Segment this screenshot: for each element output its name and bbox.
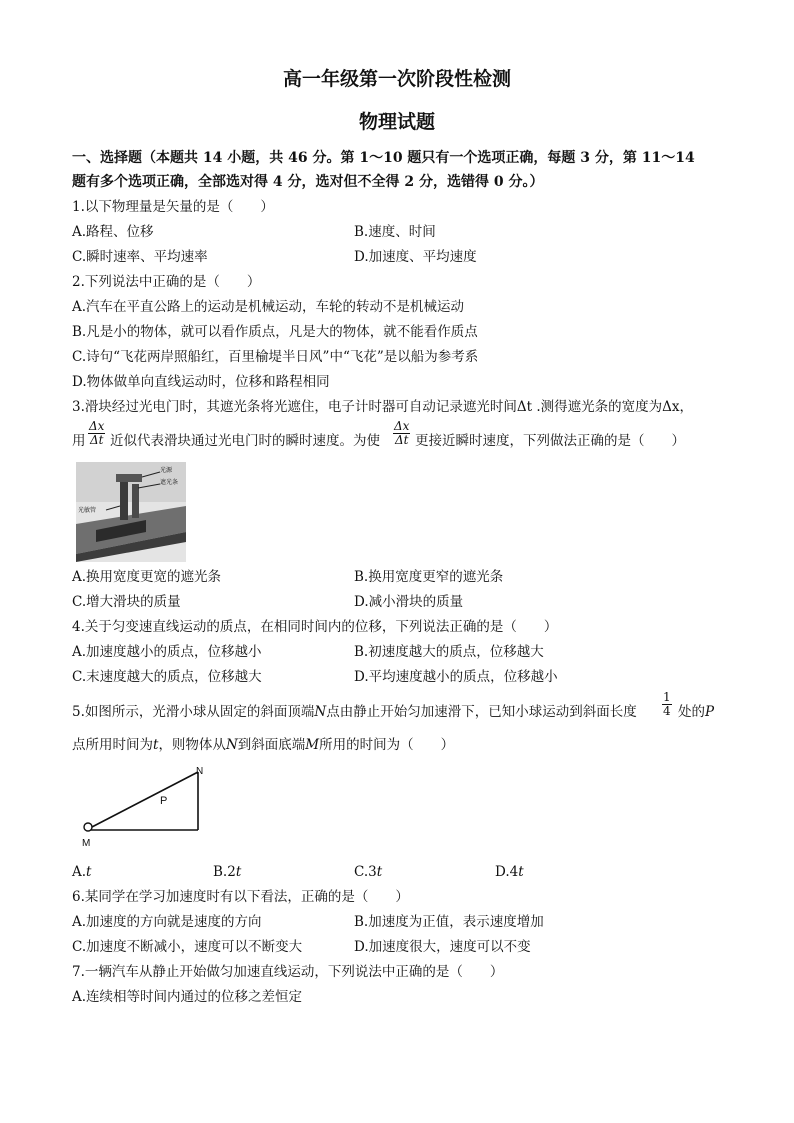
- q2-stem: 2.下列说法中正确的是（ ）: [72, 274, 261, 290]
- fraction-denominator: Δt: [89, 433, 104, 447]
- q2-option-a: A.汽车在平直公路上的运动是机械运动，车轮的转动不是机械运动: [72, 299, 465, 315]
- q5-var-n: N: [314, 704, 327, 720]
- q4-option-b: B.初速度越大的质点，位移越大: [354, 644, 544, 660]
- q6-stem: 6.某同学在学习加速度时有以下看法，正确的是（ ）: [72, 889, 409, 905]
- q5-text: 处的: [678, 704, 705, 720]
- q1-option-c: C.瞬时速率、平均速率: [72, 249, 208, 265]
- exam-subtitle: 物理试题: [358, 111, 435, 133]
- q5-text: 所用的时间为（ ）: [319, 737, 455, 753]
- q1-stem: 1.以下物理量是矢量的是（ ）: [72, 199, 274, 215]
- point-label-m: M: [82, 838, 91, 849]
- option-label: D.4: [495, 864, 519, 880]
- photo-label-light-source: 光源: [160, 468, 173, 474]
- q7-option-a: A.连续相等时间内通过的位移之差恒定: [72, 989, 303, 1005]
- q1-option-a: A.路程、位移: [72, 224, 154, 240]
- q3-stem-line2-mid: 近似代表滑块通过光电门时的瞬时速度。为使: [110, 433, 380, 449]
- q5-var-m: M: [305, 737, 320, 753]
- q2-option-c: C.诗句“飞花两岸照船红，百里榆堤半日风”中“飞花”是以船为参考系: [72, 349, 479, 365]
- q5-option-a: [72, 863, 91, 881]
- q5-var-n: N: [225, 737, 238, 753]
- option-var: t: [86, 864, 92, 880]
- q7-stem: 7.一辆汽车从静止开始做匀加速直线运动，下列说法中正确的是（ ）: [72, 964, 504, 980]
- photogate-photo: [76, 462, 186, 562]
- q5-option-c: [354, 863, 382, 881]
- fraction-numerator: 1: [663, 690, 671, 704]
- q3-fraction-2: [393, 420, 410, 447]
- q5-text: ，则物体从: [158, 737, 226, 753]
- q5-stem-line2: [72, 736, 454, 754]
- q6-option-c: C.加速度不断减小，速度可以不断变大: [72, 939, 303, 955]
- q1-option-d: D.加速度、平均速度: [354, 249, 477, 265]
- q5-text: 点所用时间为: [72, 737, 153, 753]
- q5-var-p: P: [705, 704, 715, 720]
- incline-slope: [90, 772, 198, 828]
- option-label: B.2: [213, 864, 236, 880]
- q5-text: 点由静止开始匀加速滑下，已知小球运动到斜面长度: [326, 704, 637, 720]
- ball-icon: [84, 823, 92, 831]
- q4-option-d: D.平均速度越小的质点，位移越小: [354, 669, 558, 685]
- q5-option-d: [495, 863, 524, 881]
- photo-label-shutter: 遮光条: [160, 480, 179, 486]
- q5-text: 到斜面底端: [237, 737, 306, 753]
- q3-stem-line2-end: 更接近瞬时速度，下列做法正确的是（ ）: [415, 433, 685, 449]
- q2-option-d: D.物体做单向直线运动时，位移和路程相同: [72, 374, 330, 390]
- q1-option-b: B.速度、时间: [354, 224, 436, 240]
- exam-title: 高一年级第一次阶段性检测: [282, 68, 511, 90]
- q3-option-b: B.换用宽度更窄的遮光条: [354, 569, 504, 585]
- q5-text: 5.如图所示，光滑小球从固定的斜面顶端: [72, 704, 315, 720]
- q3-stem-line1: 3.滑块经过光电门时，其遮光条将光遮住，电子计时器可自动记录遮光时间Δt .测得遮光条的宽度为Δx，: [72, 399, 693, 415]
- photo-label-sensor: 光敏管: [78, 508, 97, 514]
- q3-option-d: D.减小滑块的质量: [354, 594, 464, 610]
- q3-option-a: A.换用宽度更宽的遮光条: [72, 569, 222, 585]
- point-label-p: P: [160, 795, 168, 807]
- q3-option-c: C.增大滑块的质量: [72, 594, 181, 610]
- incline-diagram: [76, 762, 216, 852]
- fraction-numerator: Δx: [89, 419, 105, 433]
- option-label: A.: [72, 864, 87, 880]
- option-var: t: [518, 864, 524, 880]
- point-label-n: N: [196, 766, 204, 777]
- q2-option-b: B.凡是小的物体，就可以看作质点，凡是大的物体，就不能看作质点: [72, 324, 478, 340]
- q5-fraction-one-quarter: [662, 691, 672, 718]
- q6-option-a: A.加速度的方向就是速度的方向: [72, 914, 262, 930]
- q4-option-c: C.末速度越大的质点，位移越大: [72, 669, 262, 685]
- option-var: t: [235, 864, 242, 880]
- q5-stem-line1: [72, 703, 637, 721]
- option-var: t: [376, 864, 383, 880]
- q4-option-a: A.加速度越小的质点，位移越小: [72, 644, 262, 660]
- section-instructions-line2: 题有多个选项正确，全部选对得 4 分，选对但不全得 2 分，选错得 0 分。）: [72, 174, 544, 190]
- option-label: C.3: [354, 864, 377, 880]
- fraction-denominator: 4: [663, 704, 671, 718]
- q3-fraction-1: [88, 420, 105, 447]
- q5-stem-line1-end: [678, 703, 714, 721]
- fraction-denominator: Δt: [394, 433, 409, 447]
- q4-stem: 4.关于匀变速直线运动的质点，在相同时间内的位移，下列说法正确的是（ ）: [72, 619, 558, 635]
- q5-var-t: t: [153, 737, 159, 753]
- q5-option-b: [213, 863, 241, 881]
- fraction-numerator: Δx: [394, 419, 410, 433]
- section-instructions-line1: 一、选择题（本题共 14 小题，共 46 分。第 1～10 题只有一个选项正确，每题 3 分，第 11～14: [72, 150, 695, 166]
- q6-option-b: B.加速度为正值，表示速度增加: [354, 914, 544, 930]
- q3-stem-line2-start: 用: [72, 433, 86, 449]
- q6-option-d: D.加速度很大，速度可以不变: [354, 939, 531, 955]
